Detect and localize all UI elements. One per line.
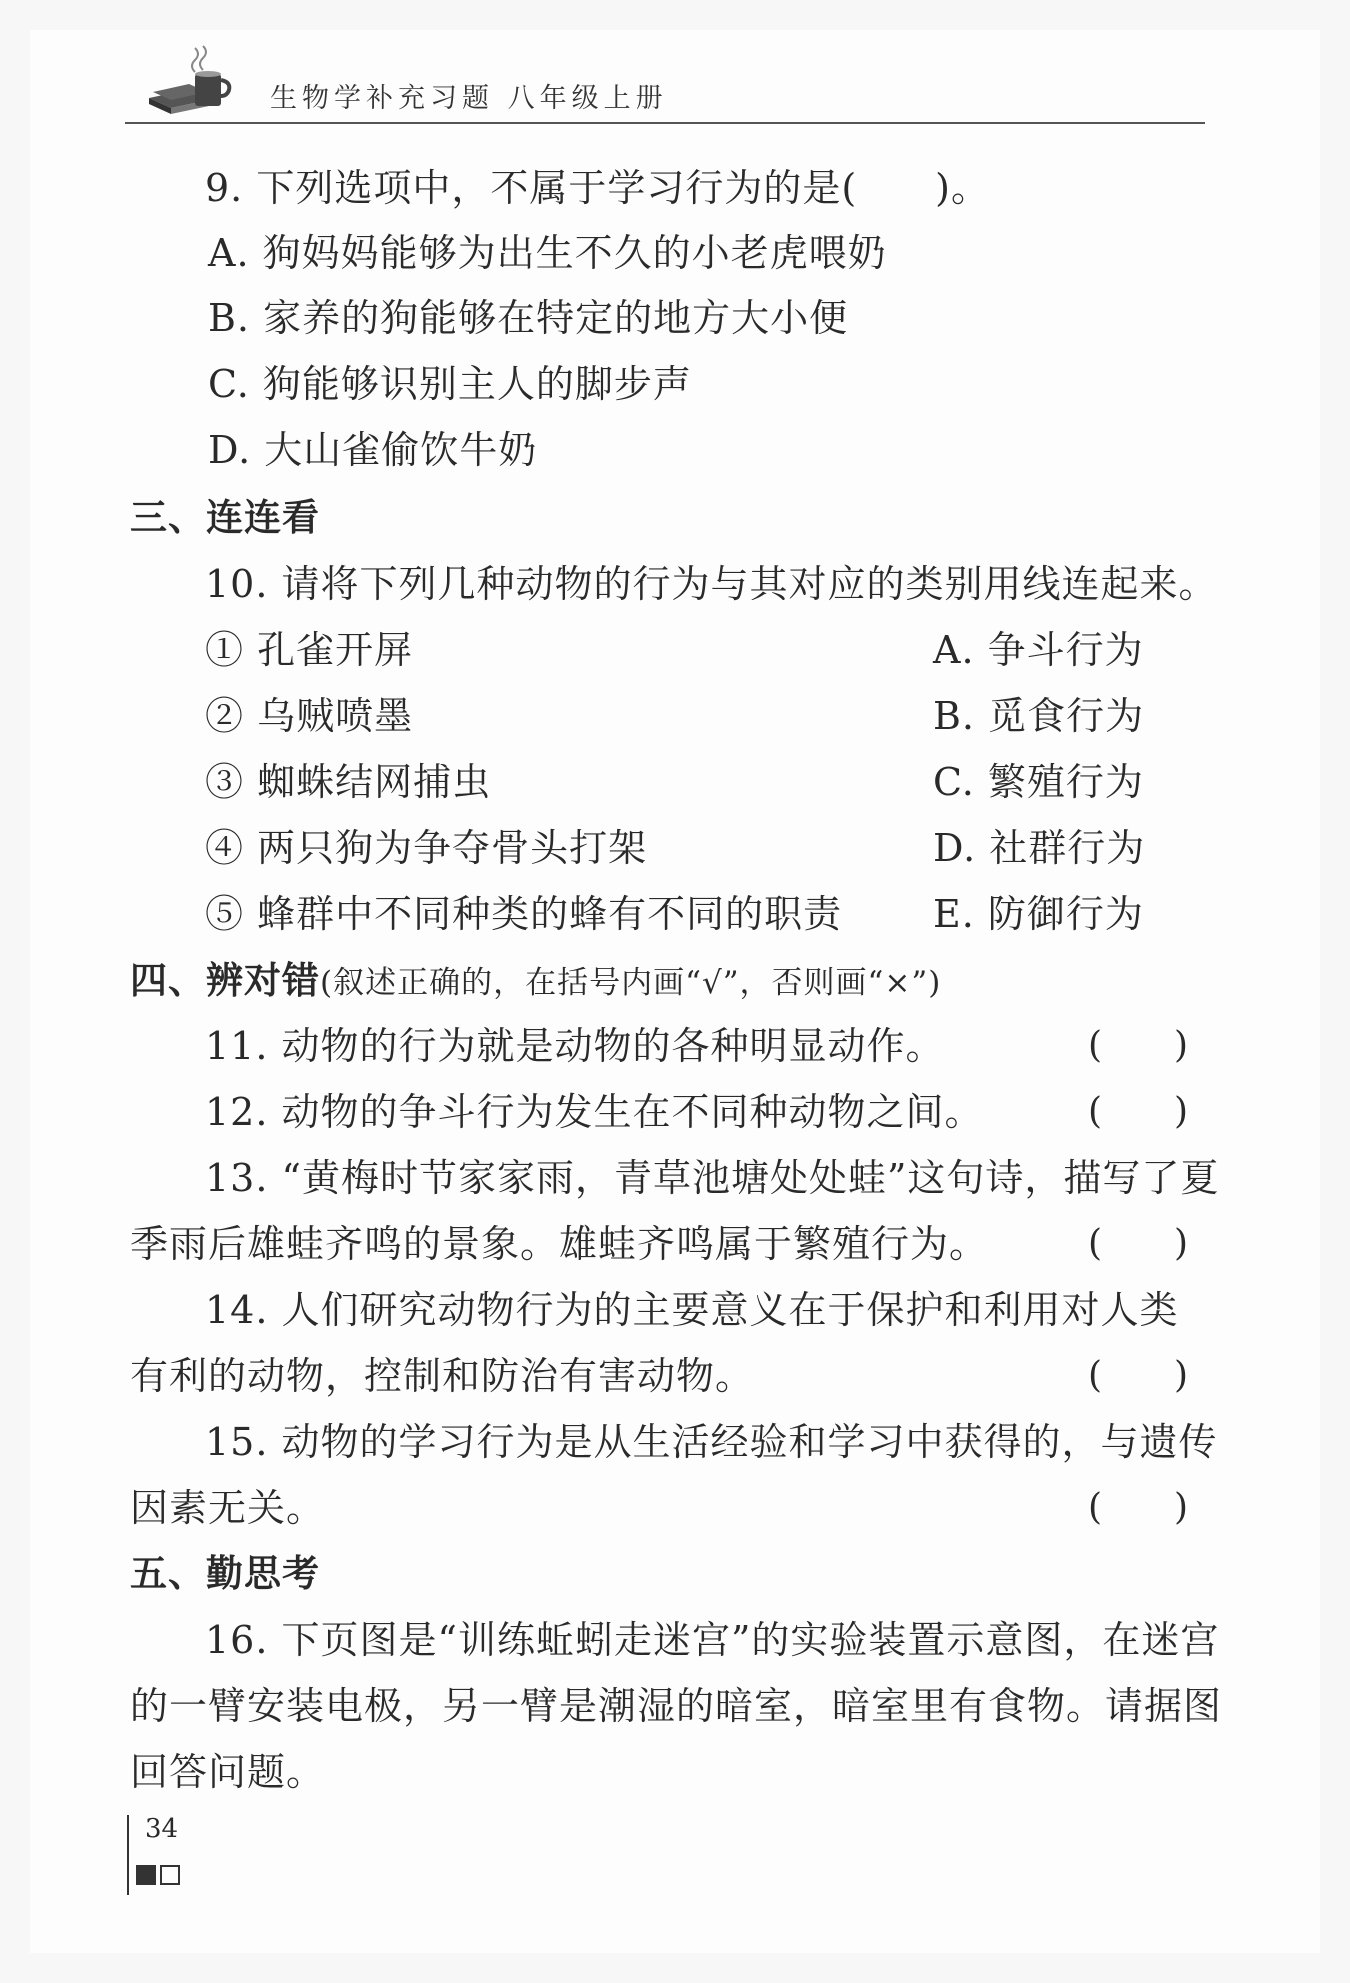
match-left-item-2: ② 乌贼喷墨 [205, 694, 414, 738]
section-4-instruction: (叙述正确的，在括号内画“√”，否则画“×”) [320, 965, 942, 1001]
match-right-item-c: C. 繁殖行为 [933, 760, 1144, 804]
match-left-item-5: ⑤ 蜂群中不同种类的蜂有不同的职责 [205, 892, 843, 936]
question-10-stem: 10. 请将下列几种动物的行为与其对应的类别用线连起来。 [205, 562, 1218, 606]
match-left-item-3: ③ 蜘蛛结网捕虫 [205, 760, 492, 804]
section-3-title: 三、连连看 [130, 496, 320, 539]
match-left-item-4: ④ 两只狗为争夺骨头打架 [205, 826, 648, 870]
question-16-line-2: 的一臂安装电极，另一臂是潮湿的暗室，暗室里有食物。请据图 [130, 1684, 1223, 1728]
page-number: 34 [145, 1814, 179, 1844]
question-12-answer-blank[interactable]: ( ) [1088, 1091, 1189, 1132]
empty-square-icon [160, 1865, 180, 1885]
match-right-item-b: B. 觅食行为 [933, 694, 1145, 738]
question-9-stem: 9. 下列选项中，不属于学习行为的是( )。 [205, 166, 990, 210]
question-15-answer-blank[interactable]: ( ) [1088, 1487, 1189, 1528]
question-9-option-d: D. 大山雀偷饮牛奶 [208, 428, 538, 472]
question-13-line-1: 13. “黄梅时节家家雨，青草池塘处处蛙”这句诗，描写了夏 [205, 1156, 1220, 1200]
question-16-line-3: 回答问题。 [130, 1750, 326, 1794]
question-11-answer-blank[interactable]: ( ) [1088, 1025, 1189, 1066]
match-right-item-a: A. 争斗行为 [933, 628, 1144, 672]
header-title: 生物学补充习题 八年级上册 [270, 83, 668, 114]
question-14-line-1: 14. 人们研究动物行为的主要意义在于保护和利用对人类 [205, 1288, 1179, 1332]
filled-square-icon [136, 1865, 156, 1885]
section-4-title: 四、辨对错 [130, 959, 320, 1002]
question-15-line-2: 因素无关。 [130, 1486, 326, 1530]
page-header [125, 40, 1205, 124]
match-left-item-1: ① 孔雀开屏 [205, 628, 414, 672]
question-14-line-2: 有利的动物，控制和防治有害动物。 [130, 1354, 755, 1398]
question-9-option-b: B. 家养的狗能够在特定的地方大小便 [208, 296, 849, 340]
question-16-line-1: 16. 下页图是“训练蚯蚓走迷宫”的实验装置示意图，在迷宫 [205, 1618, 1220, 1662]
match-right-item-d: D. 社群行为 [933, 826, 1146, 870]
question-15-line-1: 15. 动物的学习行为是从生活经验和学习中获得的，与遗传 [205, 1420, 1218, 1464]
match-right-item-e: E. 防御行为 [933, 892, 1144, 936]
question-13-answer-blank[interactable]: ( ) [1088, 1223, 1189, 1264]
question-12-text: 12. 动物的争斗行为发生在不同种动物之间。 [205, 1090, 984, 1134]
question-14-answer-blank[interactable]: ( ) [1088, 1355, 1189, 1396]
books-and-cup-icon [147, 40, 237, 120]
question-13-line-2: 季雨后雄蛙齐鸣的景象。雄蛙齐鸣属于繁殖行为。 [130, 1222, 989, 1266]
section-5-title: 五、勤思考 [130, 1552, 320, 1595]
section-4-heading [130, 956, 941, 1007]
question-9-option-c: C. 狗能够识别主人的脚步声 [208, 362, 692, 406]
question-9-option-a: A. 狗妈妈能够为出生不久的小老虎喂奶 [208, 231, 887, 275]
footer-divider [127, 1815, 129, 1895]
question-11-text: 11. 动物的行为就是动物的各种明显动作。 [205, 1024, 945, 1068]
